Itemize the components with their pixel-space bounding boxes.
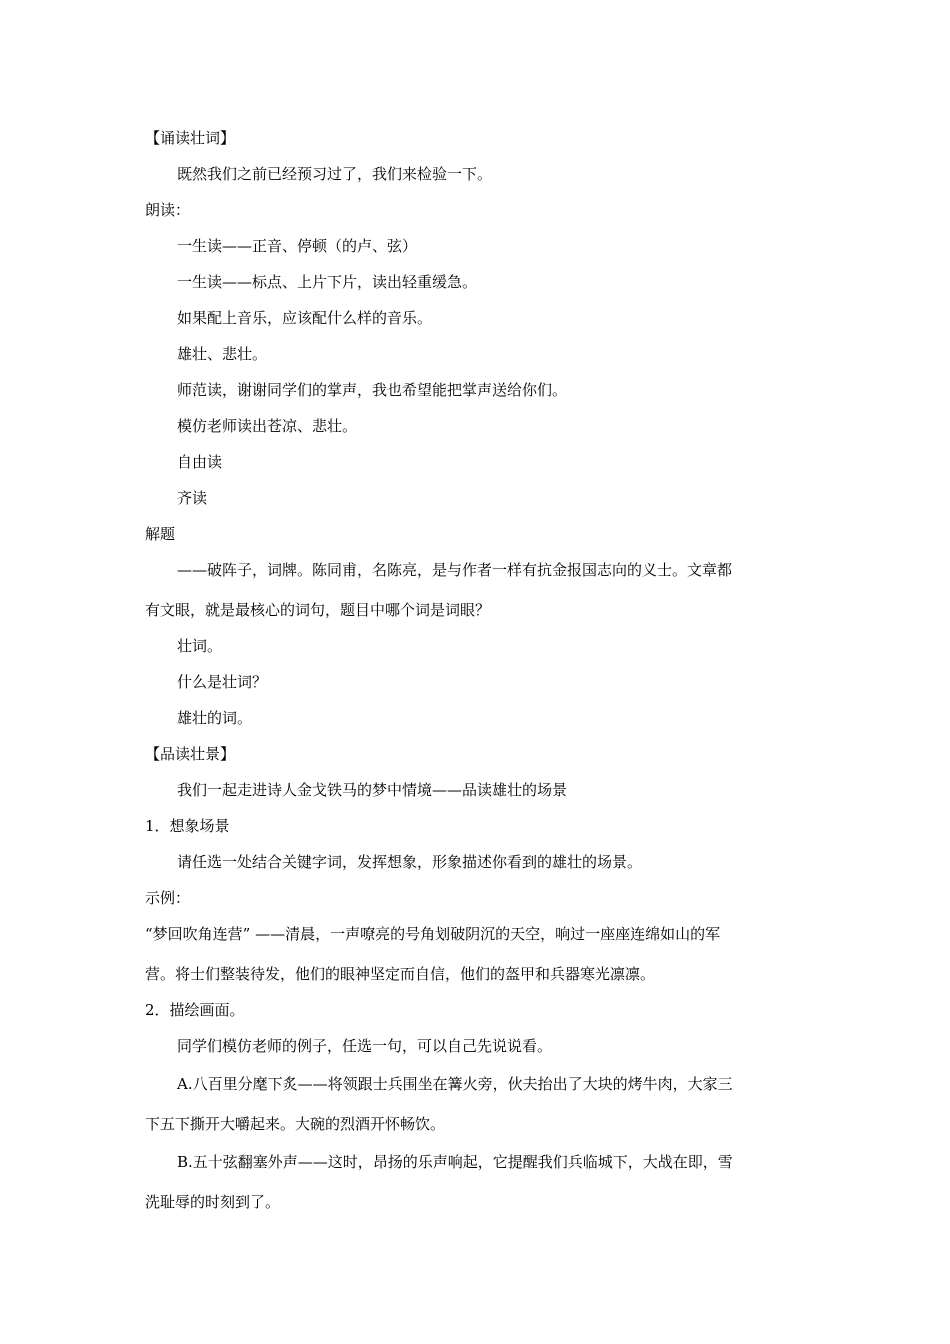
paragraph-line: 模仿老师读出苍凉、悲壮。 xyxy=(177,417,358,435)
paragraph-line: 有文眼，就是最核心的词句，题目中哪个词是词眼？ xyxy=(145,601,491,619)
paragraph-line: 同学们模仿老师的例子，任选一句，可以自己先说说看。 xyxy=(177,1037,553,1055)
paragraph-line: 朗读： xyxy=(145,201,191,219)
paragraph-line: 解题 xyxy=(145,525,176,543)
paragraph-line: 我们一起走进诗人金戈铁马的梦中情境——品读雄壮的场景 xyxy=(177,781,568,799)
paragraph-line: 如果配上音乐，应该配什么样的音乐。 xyxy=(177,309,433,327)
paragraph-line: B.五十弦翻塞外声——这时，昂扬的乐声响起，它提醒我们兵临城下，大战在即，雪 xyxy=(177,1153,733,1171)
paragraph-line: 请任选一处结合关键字词，发挥想象，形象描述你看到的雄壮的场景。 xyxy=(177,853,643,871)
paragraph-line: 自由读 xyxy=(177,453,223,471)
paragraph-line: “梦回吹角连营” ——清晨，一声嘹亮的号角划破阴沉的天空，响过一座座连绵如山的军 xyxy=(145,925,721,943)
paragraph-line: 营。将士们整装待发，他们的眼神坚定而自信，他们的盔甲和兵器寒光凛凛。 xyxy=(145,965,656,983)
paragraph-line: 雄壮的词。 xyxy=(177,709,253,727)
paragraph-line: 示例： xyxy=(145,889,191,907)
section-heading-scene: 【品读壮景】 xyxy=(145,745,236,763)
paragraph-line: 一生读——标点、上片下片，读出轻重缓急。 xyxy=(177,273,478,291)
paragraph-line: 什么是壮词？ xyxy=(177,673,268,691)
paragraph-line: A.八百里分麾下炙——将领跟士兵围坐在篝火旁，伙夫抬出了大块的烤牛肉，大家三 xyxy=(177,1075,733,1093)
numbered-heading: 1．想象场景 xyxy=(145,817,230,835)
paragraph-line: 既然我们之前已经预习过了，我们来检验一下。 xyxy=(177,165,493,183)
paragraph-line: 下五下撕开大嚼起来。大碗的烈酒开怀畅饮。 xyxy=(145,1115,446,1133)
paragraph-line: ——破阵子，词牌。陈同甫，名陈亮，是与作者一样有抗金报国志向的义士。文章都 xyxy=(177,561,733,579)
paragraph-line: 洗耻辱的时刻到了。 xyxy=(145,1193,281,1211)
section-heading-recite: 【诵读壮词】 xyxy=(145,129,236,147)
paragraph-line: 一生读——正音、停顿（的卢、弦） xyxy=(177,237,418,255)
paragraph-line: 壮词。 xyxy=(177,637,223,655)
paragraph-line: 师范读，谢谢同学们的掌声，我也希望能把掌声送给你们。 xyxy=(177,381,568,399)
numbered-heading: 2．描绘画面。 xyxy=(145,1001,245,1019)
paragraph-line: 齐读 xyxy=(177,489,208,507)
paragraph-line: 雄壮、悲壮。 xyxy=(177,345,268,363)
